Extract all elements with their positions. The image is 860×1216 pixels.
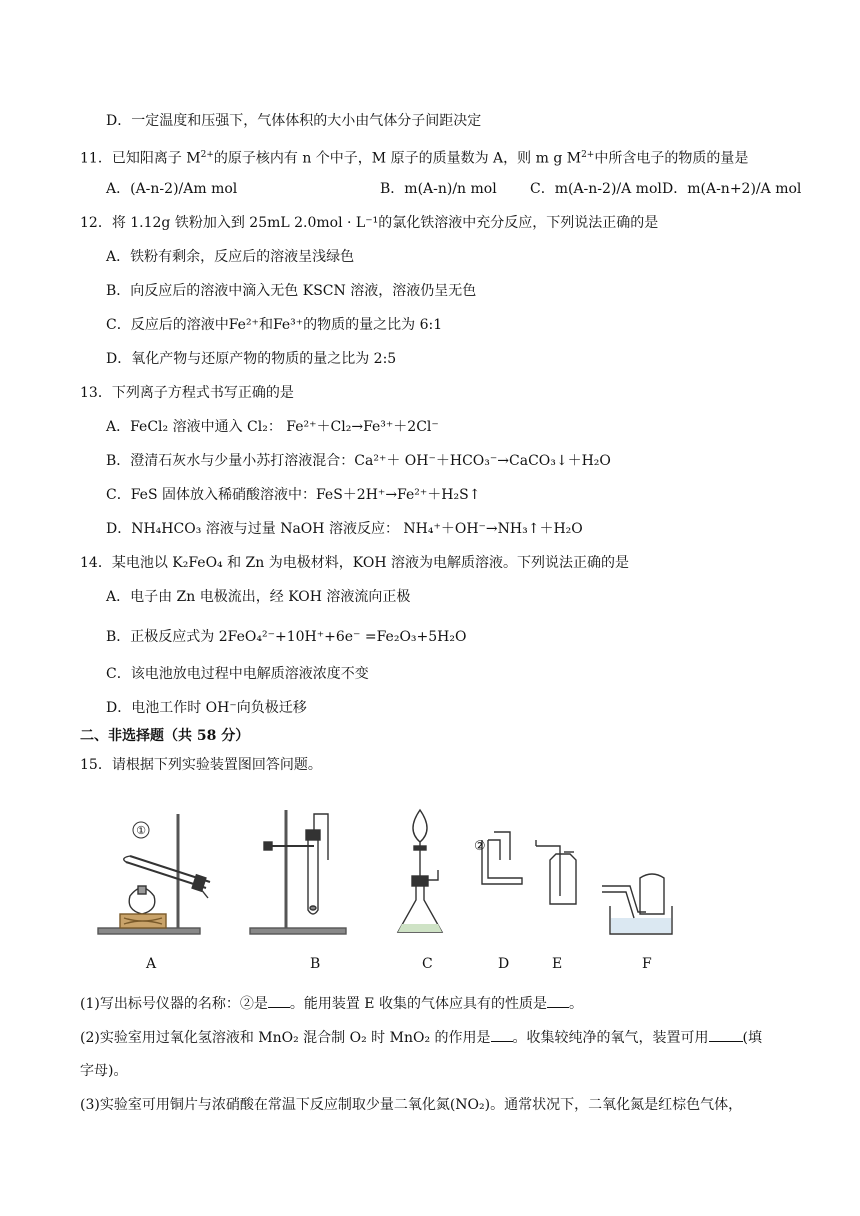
figure-label-c: C bbox=[422, 956, 433, 972]
q15-part3: (3)实验室可用铜片与浓硝酸在常温下反应制取少量二氧化氮(NO₂)。通常状况下，二氧化氮是红棕色气体， bbox=[80, 1097, 743, 1113]
figure-label-a: A bbox=[146, 956, 157, 972]
q14-option-d: D．电池工作时 OH⁻向负极迁移 bbox=[106, 700, 307, 716]
q12-option-a: A．铁粉有剩余，反应后的溶液呈浅绿色 bbox=[106, 249, 355, 265]
section-heading: 二、非选择题（共 58 分） bbox=[80, 728, 250, 744]
lab-apparatus-figure bbox=[90, 800, 690, 980]
q15-part2-text: (填 bbox=[742, 1030, 762, 1046]
q14-stem: 14．某电池以 K₂FeO₄ 和 Zn 为电极材料，KOH 溶液为电解质溶液。下列说法正确的是 bbox=[80, 555, 629, 571]
marker-1: ① bbox=[136, 824, 146, 837]
apparatus-c bbox=[398, 810, 442, 932]
q11-stem-part: 11．已知阳离子 M bbox=[80, 150, 201, 167]
apparatus-b bbox=[250, 810, 346, 934]
apparatus-d bbox=[482, 832, 522, 884]
q10-option-d: D．一定温度和压强下，气体体积的大小由气体分子间距决定 bbox=[106, 113, 482, 129]
q12-option-c: C．反应后的溶液中Fe²⁺和Fe³⁺的物质的量之比为 6:1 bbox=[106, 317, 443, 333]
apparatus-e bbox=[536, 840, 576, 904]
marker-2: ② bbox=[474, 839, 486, 854]
q15-part2-text: 。收集较纯净的氧气，装置可用 bbox=[512, 1030, 709, 1046]
q12-option-b: B．向反应后的溶液中滴入无色 KSCN 溶液，溶液仍呈无色 bbox=[106, 283, 477, 299]
figure-label-b: B bbox=[310, 956, 321, 972]
q11-superscript: 2+ bbox=[200, 150, 214, 160]
q14-option-a: A．电子由 Zn 电极流出，经 KOH 溶液流向正极 bbox=[106, 589, 411, 605]
q15-part1-text: 。能用装置 E 收集的气体应具有的性质是 bbox=[289, 996, 547, 1012]
q13-stem: 13．下列离子方程式书写正确的是 bbox=[80, 385, 294, 401]
q11-options bbox=[0, 179, 860, 199]
answer-blank[interactable] bbox=[491, 1027, 513, 1042]
q15-part1-text: 。 bbox=[568, 996, 583, 1012]
q14-option-c: C．该电池放电过程中电解质溶液浓度不变 bbox=[106, 666, 369, 682]
answer-blank[interactable] bbox=[268, 993, 290, 1008]
answer-blank[interactable] bbox=[709, 1027, 743, 1042]
q13-option-c: C．FeS 固体放入稀硝酸溶液中：FeS＋2H⁺→Fe²⁺＋H₂S↑ bbox=[106, 487, 481, 503]
q14-option-b: B．正极反应式为 2FeO₄²⁻+10H⁺+6e⁻ =Fe₂O₃+5H₂O bbox=[106, 629, 467, 645]
answer-blank[interactable] bbox=[547, 993, 569, 1008]
q13-option-a: A．FeCl₂ 溶液中通入 Cl₂： Fe²⁺＋Cl₂→Fe³⁺＋2Cl⁻ bbox=[106, 419, 439, 435]
q11-option-c: C．m(A-n-2)/A mol bbox=[530, 181, 662, 197]
q15-stem: 15．请根据下列实验装置图回答问题。 bbox=[80, 757, 322, 773]
q11-option-b: B．m(A-n)/n mol bbox=[380, 181, 497, 197]
q15-part2 bbox=[80, 1027, 762, 1048]
q12-option-d: D．氧化产物与还原产物的物质的量之比为 2:5 bbox=[106, 351, 397, 367]
q11-stem bbox=[80, 145, 748, 169]
apparatus-a bbox=[98, 814, 210, 934]
q12-stem: 12．将 1.12g 铁粉加入到 25mL 2.0mol · L⁻¹的氯化铁溶液中充分反应，下列说法正确的是 bbox=[80, 215, 659, 231]
q11-option-a: A．(A-n-2)/Am mol bbox=[106, 181, 238, 197]
figure-label-f: F bbox=[642, 956, 652, 972]
q15-part1 bbox=[80, 993, 583, 1014]
q15-part2-text: (2)实验室用过氧化氢溶液和 MnO₂ 混合制 O₂ 时 MnO₂ 的作用是 bbox=[80, 1030, 491, 1046]
q13-option-b: B．澄清石灰水与少量小苏打溶液混合：Ca²⁺＋ OH⁻＋HCO₃⁻→CaCO₃↓＋H₂O bbox=[106, 453, 611, 469]
q11-stem-part: 中所含电子的物质的量是 bbox=[594, 150, 749, 167]
q15-part1-text: (1)写出标号仪器的名称：②是 bbox=[80, 996, 268, 1012]
q11-superscript: 2+ bbox=[581, 150, 595, 160]
q11-stem-part: 的原子核内有 n 个中子，M 原子的质量数为 A，则 m g M bbox=[213, 150, 582, 167]
figure-label-e: E bbox=[552, 956, 563, 972]
q13-option-d: D．NH₄HCO₃ 溶液与过量 NaOH 溶液反应： NH₄⁺＋OH⁻→NH₃↑＋H₂O bbox=[106, 521, 583, 537]
q15-part2-cont: 字母)。 bbox=[80, 1063, 128, 1079]
q11-option-d: D．m(A-n+2)/A mol bbox=[662, 181, 802, 197]
apparatus-f bbox=[602, 874, 672, 934]
figure-label-d: D bbox=[498, 956, 510, 972]
